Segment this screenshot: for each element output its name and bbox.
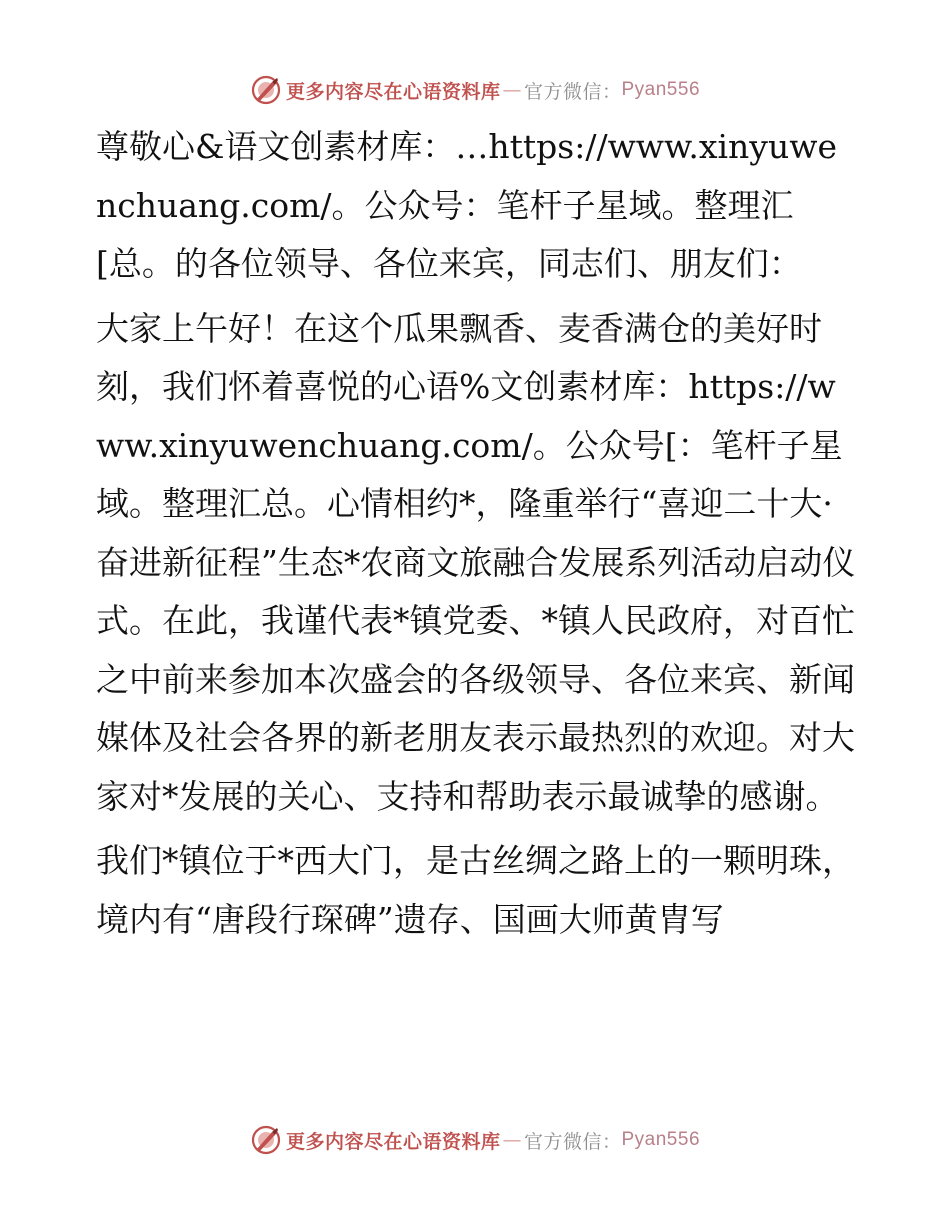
banner-wechat-id: Pyan556 <box>621 1129 701 1150</box>
paragraph-town-intro: 我们*镇位于*西大门，是古丝绸之路上的一颗明珠，境内有“唐段行琛碑”遗存、国画大师黄胄写 <box>96 841 855 939</box>
banner-brand-text: 更多内容尽在心语资料库 <box>285 1130 501 1153</box>
header-watermark-banner <box>0 72 950 108</box>
banner-wechat-id: Pyan556 <box>621 79 701 100</box>
pen-logo-icon <box>250 1124 282 1156</box>
document-body <box>96 118 856 955</box>
banner-separator: — <box>502 1129 522 1151</box>
paragraph-greeting: 尊敬心&语文创素材库：…https://www.xinyuwenchuang.com/。公众号：笔杆子星域。整理汇[总。的各位领导、各位来宾，同志们、朋友们： <box>96 127 837 283</box>
banner-wechat-label: 官方微信： <box>523 1130 622 1153</box>
footer-watermark-banner <box>0 1122 950 1158</box>
pen-logo-icon <box>250 74 282 106</box>
paragraph-welcome: 大家上午好！在这个瓜果飘香、麦香满仓的美好时刻，我们怀着喜悦的心语%文创素材库：https://www.xinyuwenchuang.com/。公众号[：笔杆子星域。整理汇总。心情相约*，隆重举行“喜迎二十大·奋进新征程”生态*农商文旅融合发展系列活动启动仪式。在此，我谨代表*镇党委、*镇人民政府，对百忙之中前来参加本次盛会的各级领导、各位来宾、新闻媒体及社会各界的新老朋友表示最热烈的欢迎。对大家对*发展的关心、支持和帮助表示最诚挚的感谢。 <box>96 308 856 816</box>
banner-brand-text: 更多内容尽在心语资料库 <box>285 80 501 103</box>
banner-separator: — <box>502 79 522 101</box>
banner-wechat-label: 官方微信： <box>523 80 622 103</box>
